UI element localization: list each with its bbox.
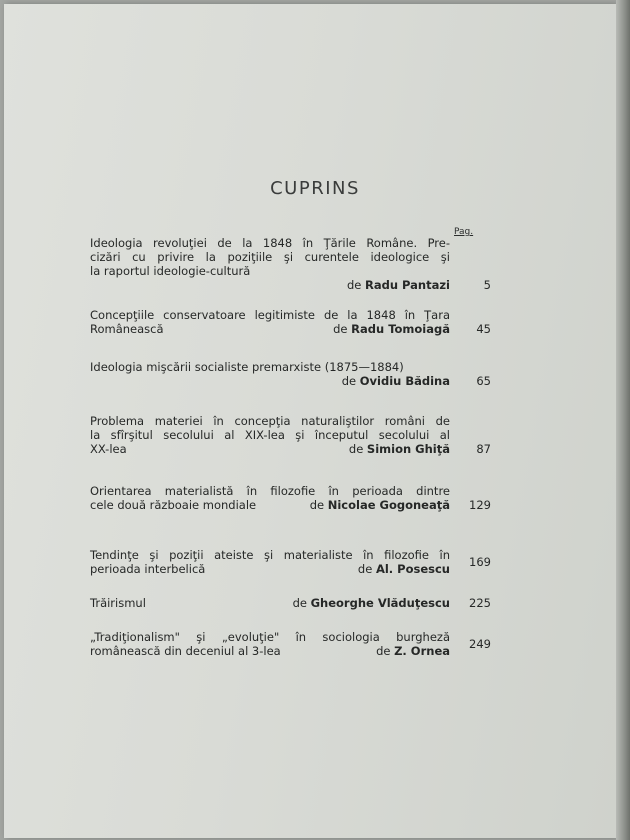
- toc-entry-byline: [90, 644, 450, 658]
- toc-entry-title-line: XX-lea: [90, 442, 127, 456]
- author-name: Nicolae Gogoneaţă: [327, 498, 450, 512]
- toc-entry-title-line: Concepţiile conservatoare legitimiste de la 1848 în Ţara: [90, 308, 450, 322]
- toc-entry-byline: [90, 322, 450, 336]
- toc-entry-title-line: Trăirismul: [90, 596, 146, 610]
- toc-entry: [90, 596, 450, 610]
- author-name: Z. Ornea: [394, 644, 450, 658]
- toc-entry: [90, 360, 450, 388]
- author-name: Radu Pantazi: [365, 278, 450, 292]
- toc-entry-title-line: Ideologia mişcării socialiste premarxiste (1875—1884): [90, 360, 404, 374]
- by-word: de: [341, 374, 357, 388]
- toc-entry-byline: [90, 596, 450, 610]
- by-word: de: [309, 498, 325, 512]
- by-word: de: [348, 442, 364, 456]
- toc-entry-title-line: Tendinţe şi poziţii ateiste şi materialiste în filozofie în: [90, 548, 450, 562]
- page-column-label: Pag.: [454, 227, 474, 237]
- by-word: de: [346, 278, 362, 292]
- page-number-value: 45: [476, 322, 491, 336]
- by-word: de: [376, 644, 391, 658]
- page-number-value: 5: [483, 278, 491, 292]
- toc-entry: [90, 630, 450, 658]
- toc-entry-title-line: Orientarea materialistă în filozofie în perioada dintre: [90, 484, 450, 498]
- toc-entry: [90, 548, 450, 576]
- toc-entry-last-line: [90, 264, 450, 278]
- toc-entry: [90, 414, 450, 456]
- author-name: Al. Posescu: [375, 562, 450, 576]
- author-name: Ovidiu Bădina: [359, 374, 450, 388]
- toc-entry-byline: [90, 442, 450, 456]
- toc-entry-title-line: Românească: [90, 322, 164, 336]
- toc-entry-title-line: Problema materiei în concepţia naturaliştilor români de: [90, 414, 450, 428]
- toc-entry-byline: [90, 562, 450, 576]
- toc-entry: [90, 236, 450, 292]
- page-number-value: 225: [469, 596, 491, 610]
- toc-entry: [90, 484, 450, 512]
- author-name: Gheorghe Vlăduţescu: [310, 596, 450, 610]
- author-name: Radu Tomoiagă: [351, 322, 450, 336]
- by-word: de: [357, 562, 373, 576]
- page-number-value: 169: [469, 555, 491, 569]
- page-number-value: 129: [469, 498, 491, 512]
- toc-entry-title-line: cele două războaie mondiale: [90, 498, 257, 512]
- author-name: Simion Ghiţă: [366, 442, 450, 456]
- by-word: de: [333, 322, 348, 336]
- toc-entry-title-line: la raportul ideologie-cultură: [90, 264, 251, 278]
- toc-entry-title-line: la sfîrşitul secolului al XIX-lea şi începutul secolului al: [90, 428, 450, 442]
- page-title: CUPRINS: [270, 178, 360, 199]
- toc-entry-byline: [90, 374, 450, 388]
- toc-entry-byline: [90, 278, 450, 292]
- page-number-value: 249: [469, 637, 491, 651]
- toc-entry-title-line: cizări cu privire la poziţiile şi curentele ideologice şi: [90, 250, 450, 264]
- toc-entry-title-line: Ideologia revoluţiei de la 1848 în Ţările Române. Pre-: [90, 236, 450, 250]
- toc-entry-byline: [90, 498, 450, 512]
- toc-entry-title-line: perioada interbelică: [90, 562, 206, 576]
- toc-entry-title-line: „Tradiţionalism" şi „evoluţie" în sociologia burgheză: [90, 630, 450, 644]
- page-number-value: 65: [476, 374, 491, 388]
- by-word: de: [292, 596, 307, 610]
- toc-entry-title-line: românească din deceniul al 3-lea: [90, 644, 281, 658]
- page-number-value: 87: [476, 442, 491, 456]
- toc-entry: [90, 308, 450, 336]
